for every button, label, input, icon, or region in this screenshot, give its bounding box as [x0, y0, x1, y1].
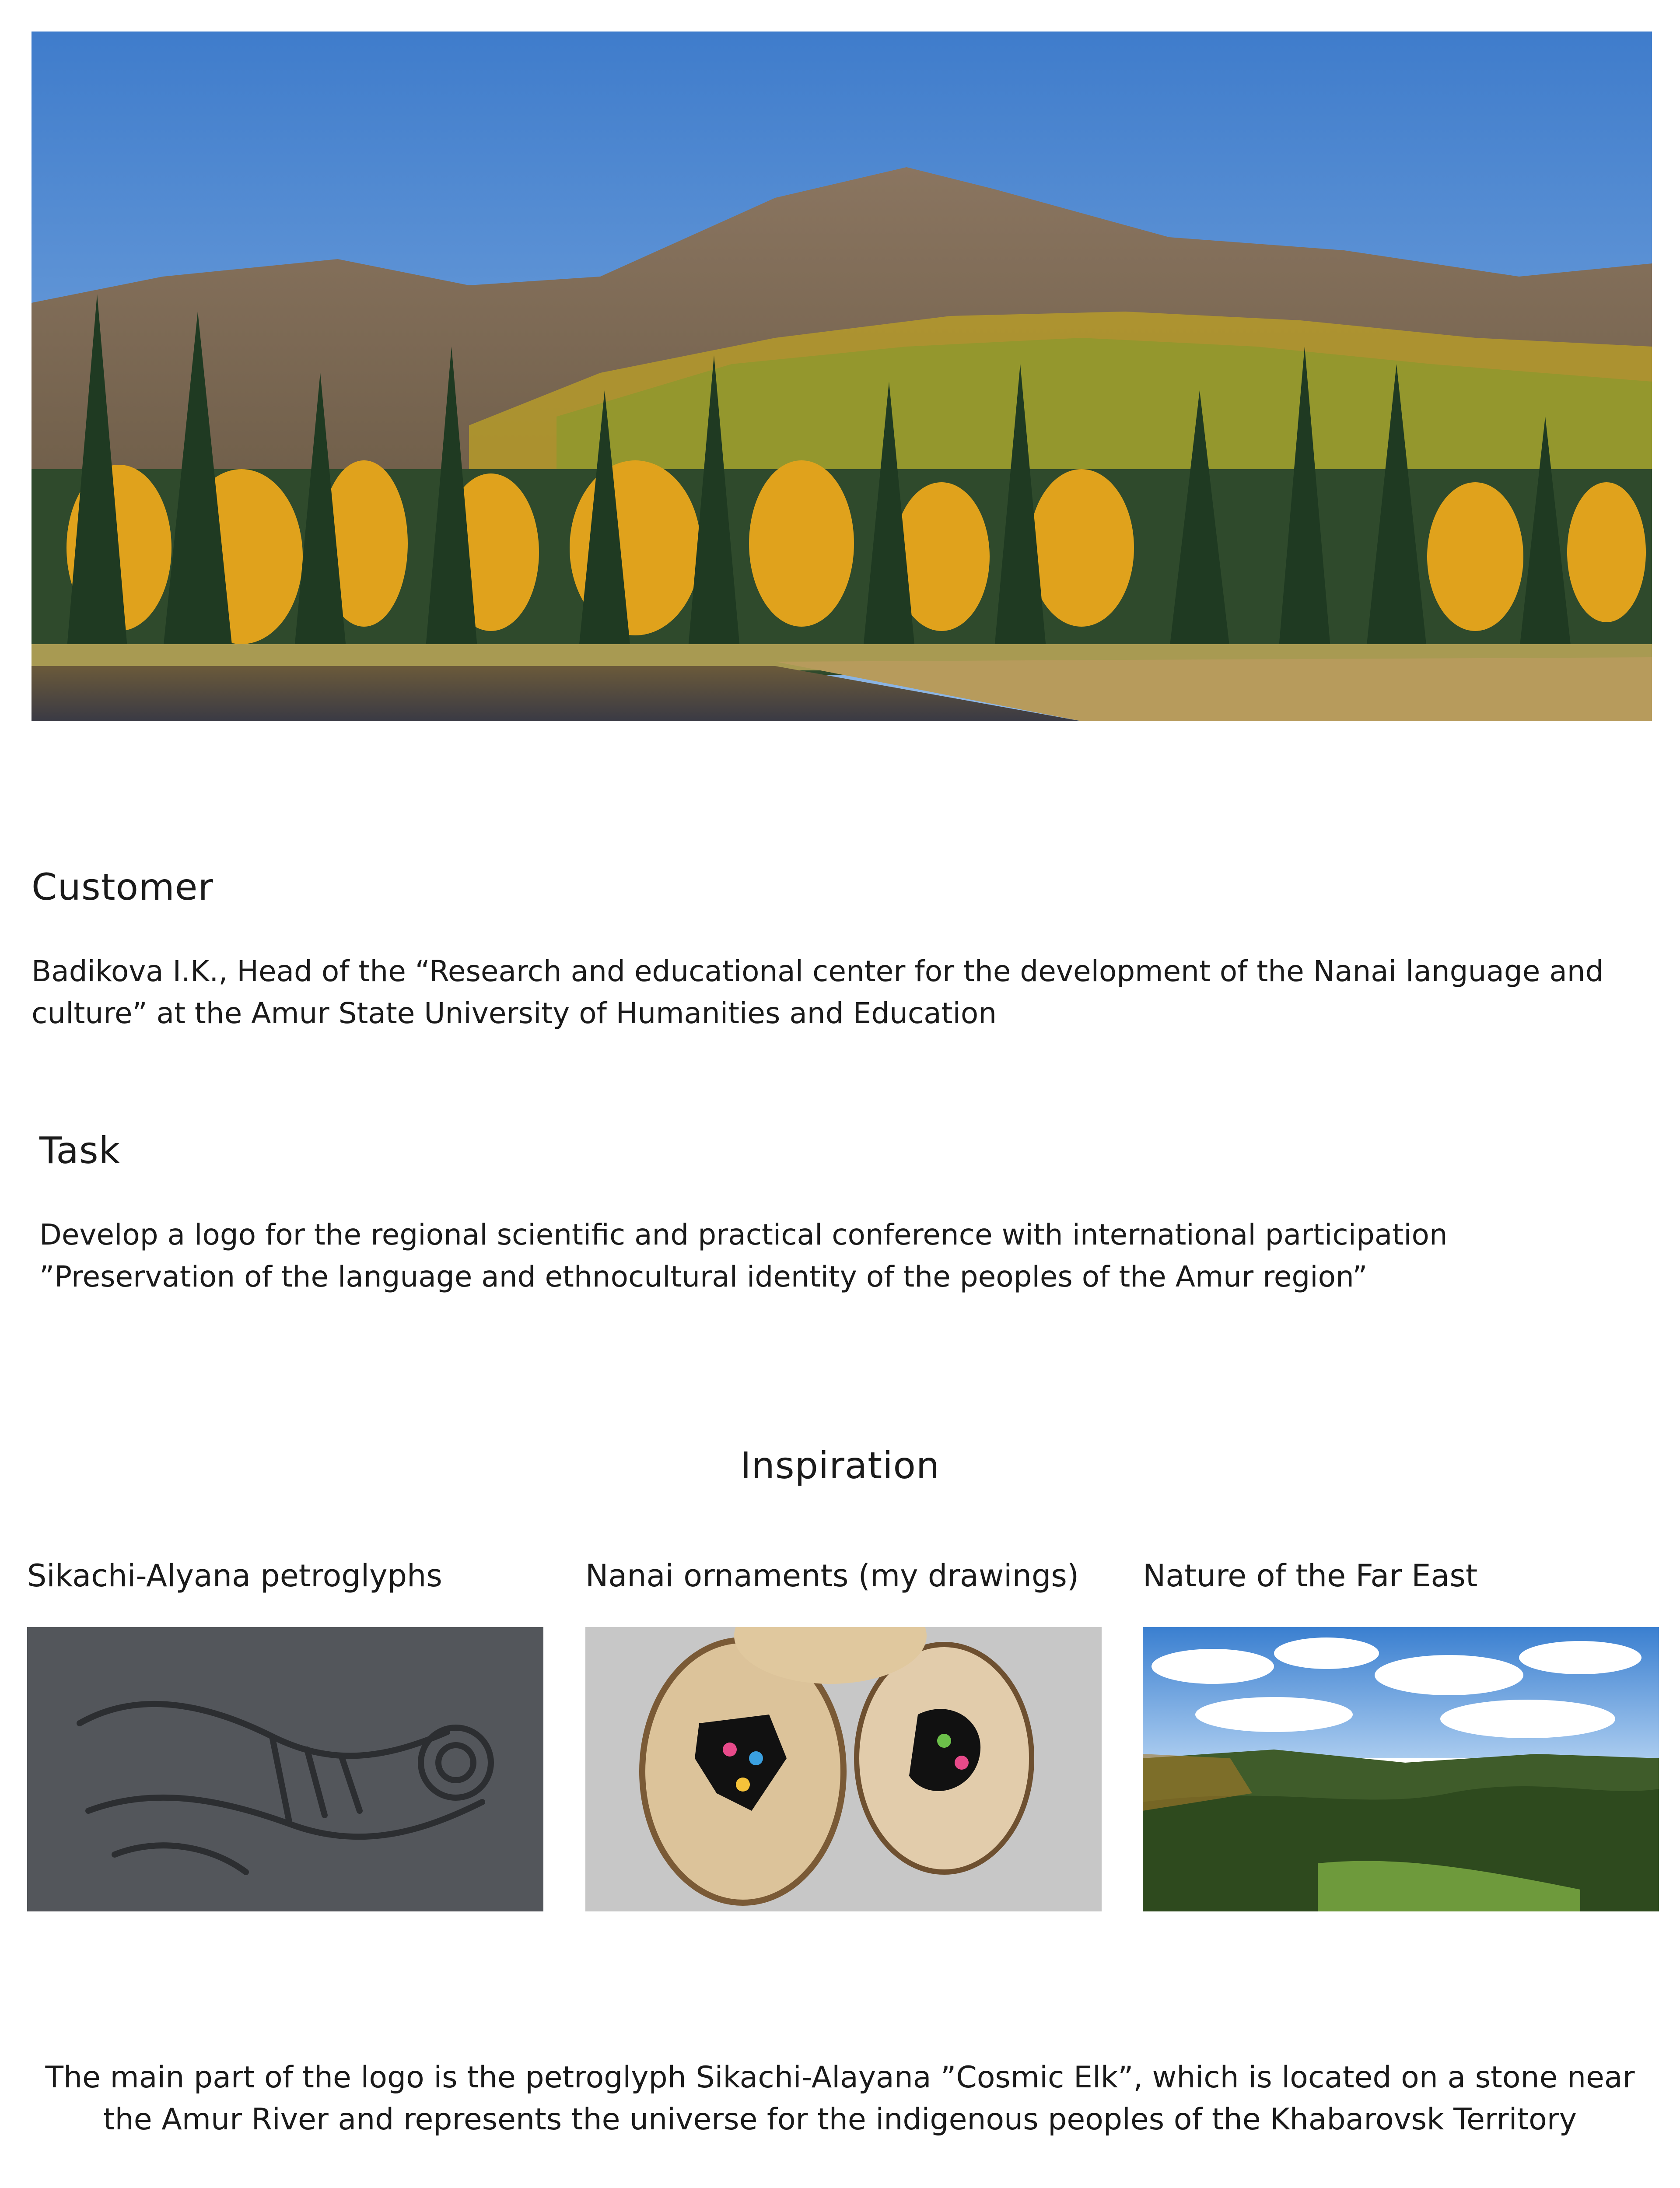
task-heading: Task — [39, 1129, 121, 1172]
customer-description: Badikova I.K., Head of the “Research and educational center for the development of the Nanai language and culture” at the Amur State University of Humanities and Education — [32, 954, 1604, 1030]
inspiration-heading: Inspiration — [740, 1444, 940, 1487]
ornaments-image — [585, 1627, 1102, 1911]
customer-heading: Customer — [32, 866, 214, 908]
nature-image — [1143, 1627, 1659, 1911]
logo-concept-description: The main part of the logo is the petroglyph Sikachi-Alayana ”Cosmic Elk”, which is located on a stone near the Amur River and represents the universe for the indigenous peoples of the Khabarovsk Territory — [45, 2060, 1635, 2137]
inspiration-caption-nature: Nature of the Far East — [1143, 1558, 1478, 1594]
petroglyph-image — [27, 1627, 543, 1911]
hero-landscape-image — [32, 32, 1652, 721]
task-description: Develop a logo for the regional scientific and practical conference with international participation ”Preservation of the language and ethnocultural identity of the peoples of the Amur region” — [39, 1218, 1448, 1294]
inspiration-caption-petroglyphs: Sikachi-Alyana petroglyphs — [27, 1558, 442, 1594]
inspiration-caption-ornaments: Nanai ornaments (my drawings) — [585, 1558, 1079, 1594]
